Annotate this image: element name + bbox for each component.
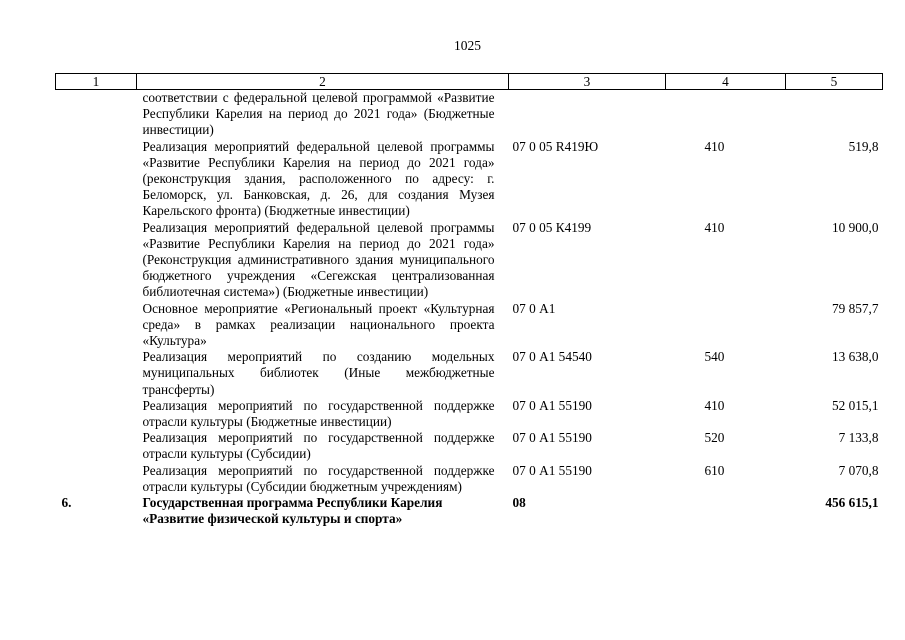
table-row xyxy=(56,139,883,220)
row-expense-type: 410 xyxy=(704,397,725,413)
table-header xyxy=(56,74,883,90)
table-row xyxy=(56,430,883,462)
header-cell-5: 5 xyxy=(786,74,883,90)
row-amount: 52 015,1 xyxy=(831,397,879,413)
row-description: Реализация мероприятий федеральной целевой программы «Развитие Республики Карелия на период до 2021 года» (реконструкция здания, расположенного по адресу: г. Беломорск, ул. Банковская, д. 26, для создания Музея Карельского фронта) (Бюджетные инвестиции) xyxy=(142,138,495,219)
page-number: 1025 xyxy=(454,38,481,53)
row-amount: 79 857,7 xyxy=(831,300,879,316)
table-row xyxy=(56,220,883,301)
row-amount: 519,8 xyxy=(848,138,879,154)
row-target-code: 07 0 А1 55190 xyxy=(512,462,592,478)
table-row xyxy=(56,349,883,398)
table-row xyxy=(56,398,883,430)
header-cell-2: 2 xyxy=(137,74,509,90)
row-expense-type xyxy=(666,495,786,527)
row-description: Реализация мероприятий по созданию модельных муниципальных библиотек (Иные межбюджетные трансферты) xyxy=(142,349,495,397)
row-expense-type: 610 xyxy=(704,462,725,478)
row-description: Реализация мероприятий по государственной поддержке отрасли культуры (Бюджетные инвестиции) xyxy=(142,397,495,430)
row-number xyxy=(56,139,137,220)
row-target-code: 07 0 А1 54540 xyxy=(512,349,592,365)
row-description: Реализация мероприятий по государственной поддержке отрасли культуры (Субсидии бюджетным учреждениям) xyxy=(142,462,495,494)
row-number xyxy=(56,90,137,139)
row-target-code: 08 xyxy=(512,495,526,511)
table-row xyxy=(56,495,883,527)
row-amount: 10 900,0 xyxy=(831,219,879,235)
row-number xyxy=(56,430,137,462)
row-description: Государственная программа Республики Карелия «Развитие физической культуры и спорта» xyxy=(142,495,443,527)
row-amount: 7 133,8 xyxy=(838,430,879,446)
header-row xyxy=(56,74,883,90)
row-amount xyxy=(786,90,883,139)
table-row xyxy=(56,90,883,139)
row-description: соответствии с федеральной целевой программой «Развитие Республики Карелия на период до 2021 года» (Бюджетные инвестиции) xyxy=(142,90,495,138)
row-description: Реализация мероприятий федеральной целевой программы «Развитие Республики Карелия на период до 2021 года» (Реконструкция административного здания муниципального бюджетного учреждения «Сегежская централизованная библиотечная система») (Бюджетные инвестиции) xyxy=(142,219,495,300)
row-number xyxy=(56,301,137,350)
row-expense-type: 410 xyxy=(704,219,725,235)
row-description: Основное мероприятие «Региональный проект «Культурная среда» в рамках реализации национального проекта «Культура» xyxy=(142,300,495,349)
header-cell-3: 3 xyxy=(509,74,666,90)
row-amount: 456 615,1 xyxy=(825,495,879,511)
row-target-code: 07 0 А1 55190 xyxy=(512,430,592,446)
budget-table xyxy=(55,73,883,527)
row-amount: 7 070,8 xyxy=(838,462,879,478)
row-target-code: 07 0 А1 xyxy=(512,300,556,316)
row-target-code xyxy=(509,90,666,139)
header-cell-1: 1 xyxy=(56,74,137,90)
table-row xyxy=(56,301,883,350)
header-cell-4: 4 xyxy=(666,74,786,90)
row-target-code: 07 0 05 R419Ю xyxy=(512,138,599,154)
table-body xyxy=(56,90,883,528)
row-amount: 13 638,0 xyxy=(831,349,879,365)
row-expense-type: 520 xyxy=(704,430,725,446)
row-number xyxy=(56,463,137,495)
row-expense-type xyxy=(666,90,786,139)
row-number xyxy=(56,398,137,430)
row-target-code: 07 0 А1 55190 xyxy=(512,397,592,413)
row-number xyxy=(56,349,137,398)
row-description: Реализация мероприятий по государственной поддержке отрасли культуры (Субсидии) xyxy=(142,430,495,462)
row-target-code: 07 0 05 К4199 xyxy=(512,219,592,235)
row-number: 6. xyxy=(61,495,72,511)
row-number xyxy=(56,220,137,301)
table-row xyxy=(56,463,883,495)
row-expense-type: 410 xyxy=(704,138,725,154)
row-expense-type xyxy=(666,301,786,350)
row-expense-type: 540 xyxy=(704,349,725,365)
